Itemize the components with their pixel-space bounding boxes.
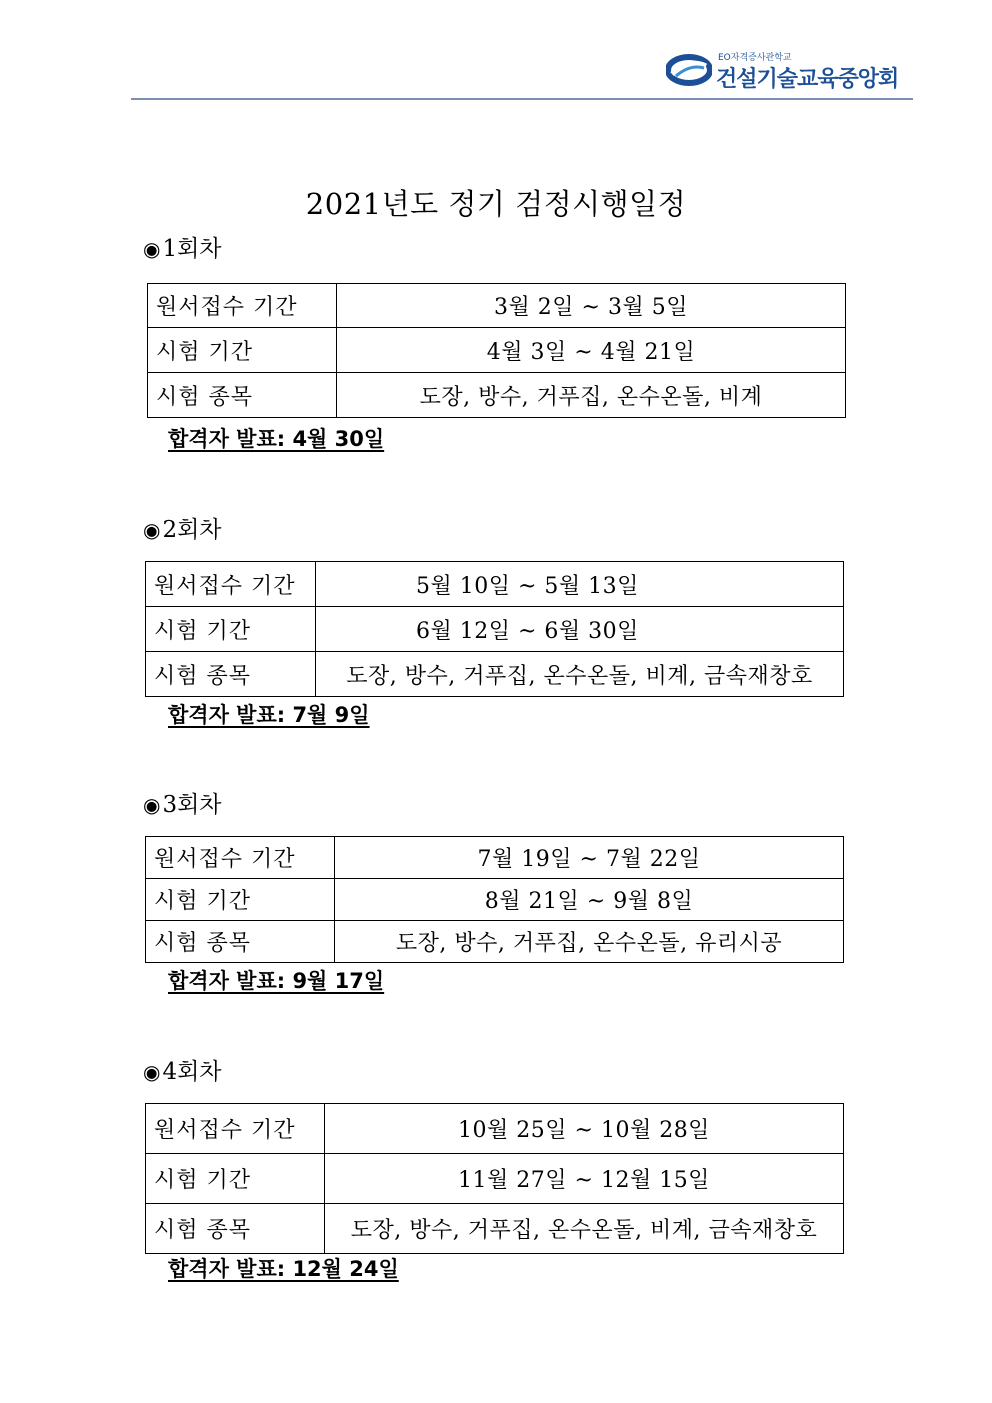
row-label: 시험 기간: [148, 328, 337, 373]
table-row: [146, 837, 844, 879]
row-value: 3월 2일 ~ 3월 5일: [337, 284, 846, 328]
result-announcement: 합격자 발표: 7월 9일: [168, 703, 370, 727]
round-heading: [143, 1053, 222, 1086]
table-row: [146, 562, 844, 607]
row-value: 8월 21일 ~ 9월 8일: [335, 879, 844, 921]
row-value: 4월 3일 ~ 4월 21일: [337, 328, 846, 373]
round-label: 1회차: [162, 236, 222, 262]
row-value: 5월 10일 ~ 5월 13일: [316, 562, 844, 607]
radio-bullet-icon: ◉: [143, 237, 161, 261]
row-label: 원서접수 기간: [146, 1104, 325, 1154]
round-label: 2회차: [162, 517, 222, 543]
schedule-table: [145, 1103, 844, 1254]
table-row: [146, 921, 844, 963]
result-announcement: 합격자 발표: 9월 17일: [168, 969, 385, 993]
row-label: 시험 종목: [146, 1204, 325, 1254]
schedule-table: [145, 836, 844, 963]
row-label: 원서접수 기간: [148, 284, 337, 328]
row-label: 시험 기간: [146, 1154, 325, 1204]
row-label: 시험 기간: [146, 607, 316, 652]
row-value: 10월 25일 ~ 10월 28일: [325, 1104, 844, 1154]
table-row: [146, 1154, 844, 1204]
round-heading: [143, 230, 222, 263]
table-row: [148, 328, 846, 373]
table-row: [146, 607, 844, 652]
row-value: 6월 12일 ~ 6월 30일: [316, 607, 844, 652]
table-row: [148, 284, 846, 328]
round-label: 3회차: [162, 792, 222, 818]
row-label: 원서접수 기간: [146, 837, 335, 879]
table-row: [148, 373, 846, 418]
radio-bullet-icon: ◉: [143, 1060, 161, 1084]
header-divider: [131, 98, 913, 100]
table-row: [146, 1104, 844, 1154]
round-heading: [143, 511, 222, 544]
row-label: 시험 종목: [146, 652, 316, 697]
radio-bullet-icon: ◉: [143, 518, 161, 542]
row-value: 도장, 방수, 거푸집, 온수온돌, 비계, 금속재창호: [325, 1204, 844, 1254]
result-announcement: 합격자 발표: 4월 30일: [168, 427, 385, 451]
row-label: 시험 기간: [146, 879, 335, 921]
table-row: [146, 879, 844, 921]
row-value: 도장, 방수, 거푸집, 온수온돌, 비계, 금속재창호: [316, 652, 844, 697]
table-row: [146, 652, 844, 697]
org-name: 건설기술교육중앙회: [716, 67, 899, 92]
row-value: 11월 27일 ~ 12월 15일: [325, 1154, 844, 1204]
round-heading: [143, 786, 222, 819]
logo-swirl-icon: [666, 50, 712, 90]
schedule-table: [147, 283, 846, 418]
row-label: 시험 종목: [146, 921, 335, 963]
round-label: 4회차: [162, 1059, 222, 1085]
result-announcement: 합격자 발표: 12월 24일: [168, 1257, 399, 1281]
row-value: 도장, 방수, 거푸집, 온수온돌, 비계: [337, 373, 846, 418]
org-sub-name: EO자격증사관학교: [718, 53, 792, 63]
org-logo: [666, 46, 916, 92]
table-row: [146, 1204, 844, 1254]
document-title: 2021년도 정기 검정시행일정: [305, 187, 687, 221]
row-label: 원서접수 기간: [146, 562, 316, 607]
radio-bullet-icon: ◉: [143, 793, 161, 817]
row-value: 도장, 방수, 거푸집, 온수온돌, 유리시공: [335, 921, 844, 963]
row-value: 7월 19일 ~ 7월 22일: [335, 837, 844, 879]
schedule-table: [145, 561, 844, 697]
row-label: 시험 종목: [148, 373, 337, 418]
